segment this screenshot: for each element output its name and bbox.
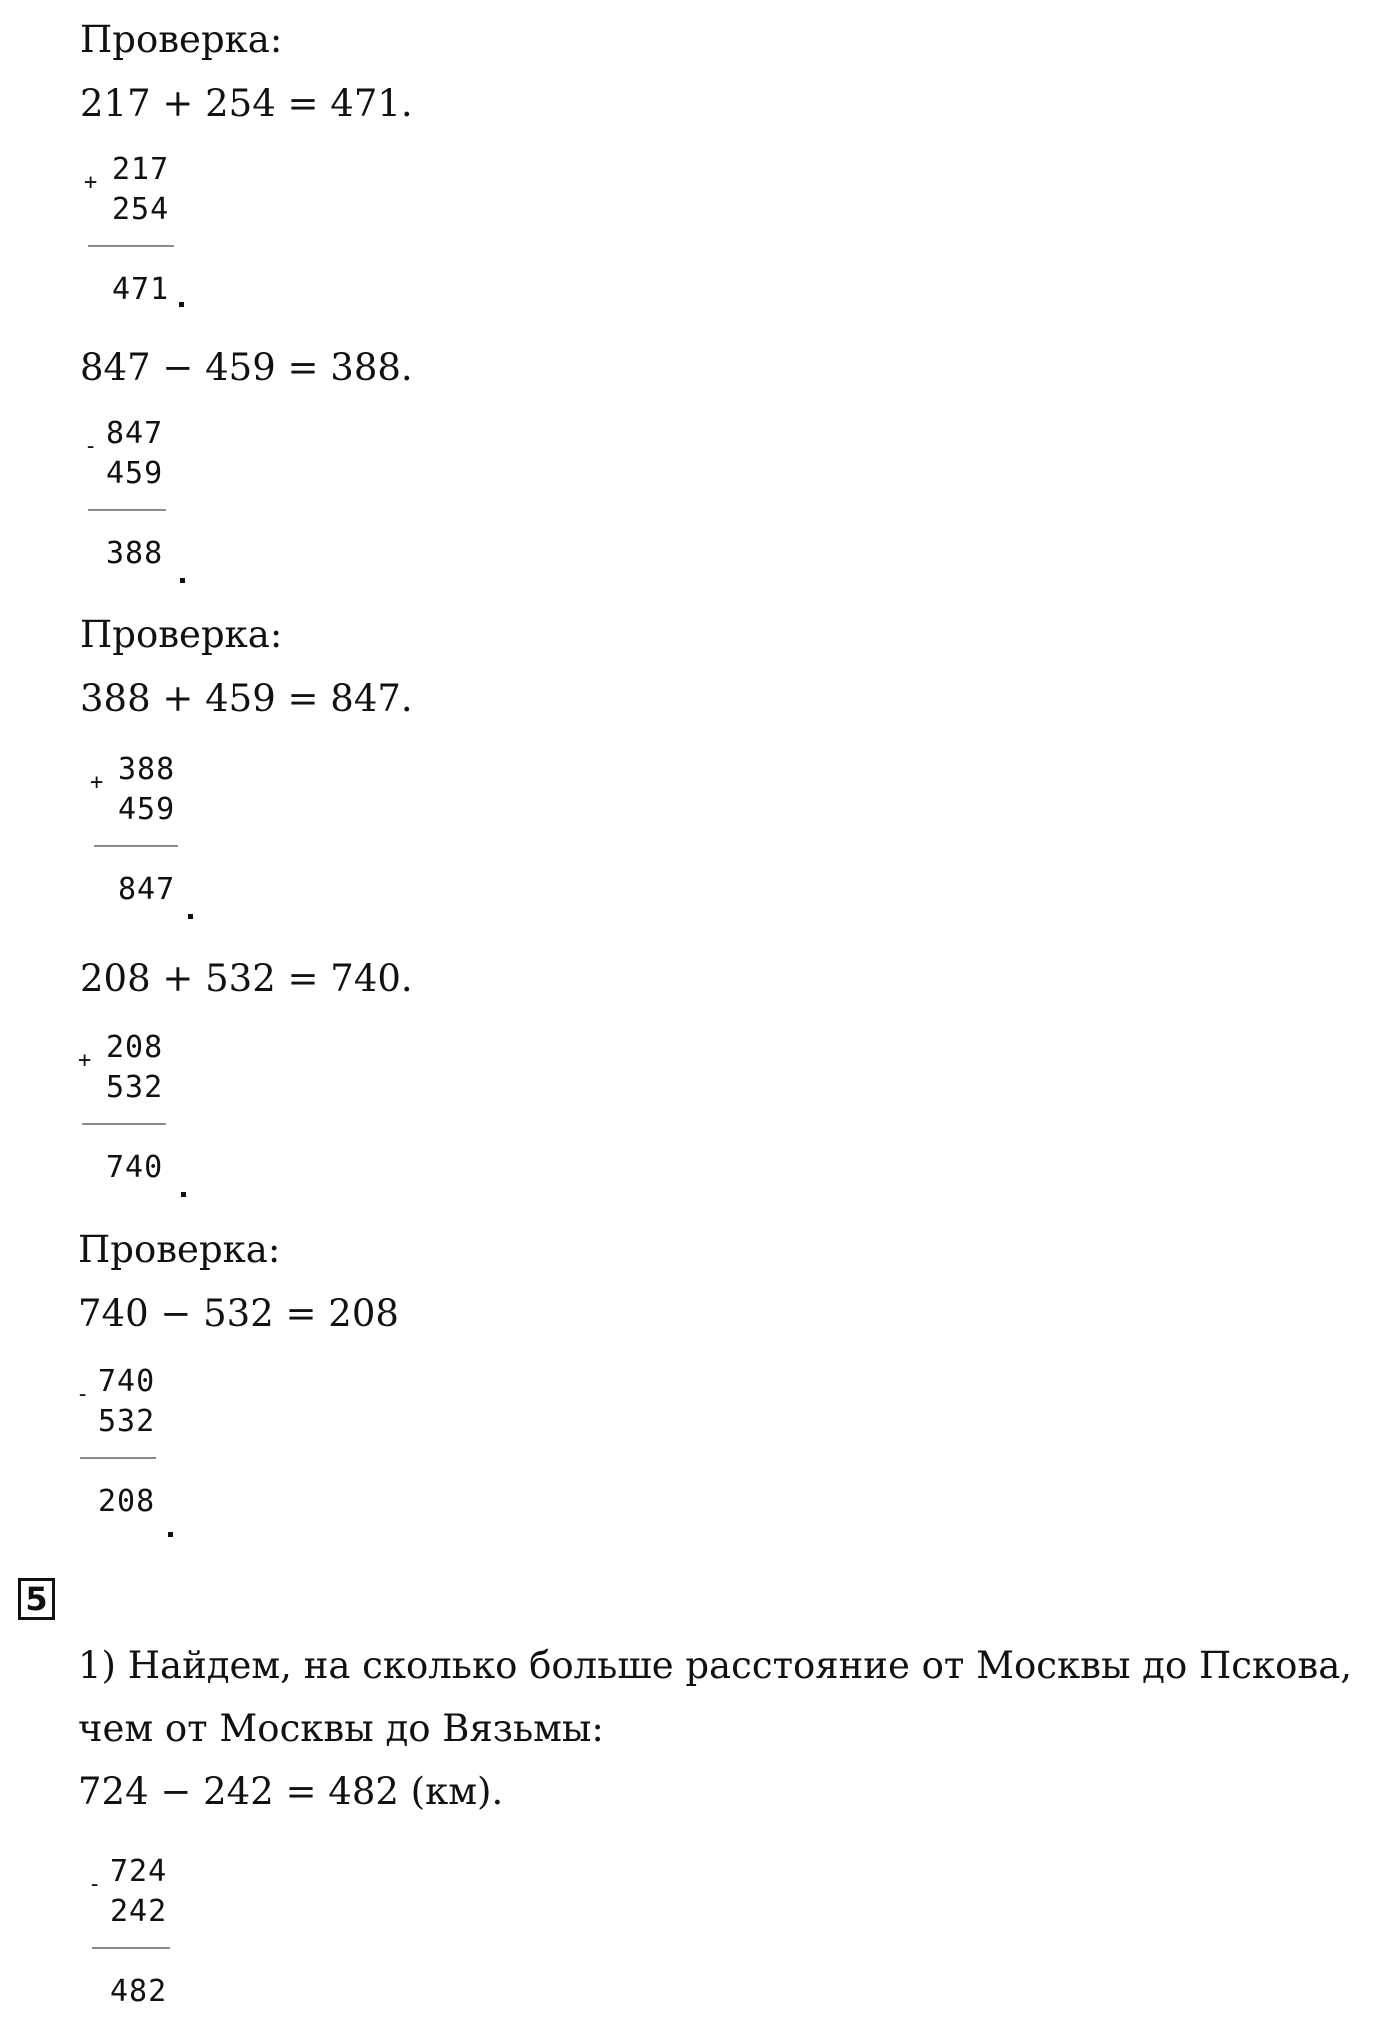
first-operand: 724 (110, 1854, 168, 1889)
second-operand: 242 (110, 1894, 168, 1929)
result: 740 (106, 1150, 164, 1185)
operator-sign: - (76, 1382, 90, 1407)
period-mark (179, 302, 184, 307)
sum-line (88, 509, 166, 511)
equation-3: 388 + 459 = 847. (80, 677, 413, 720)
sum-line (92, 1947, 170, 1949)
operator-sign: + (90, 770, 104, 795)
sum-line (80, 1457, 156, 1459)
operator-sign: + (84, 170, 98, 195)
column-calc (90, 752, 210, 922)
first-operand: 847 (106, 416, 164, 451)
equation-2: 847 − 459 = 388. (80, 346, 413, 389)
result: 388 (106, 536, 164, 571)
result: 208 (98, 1484, 156, 1519)
operator-sign: - (88, 1872, 102, 1897)
sum-line (88, 245, 174, 247)
column-calc (84, 416, 204, 586)
first-operand: 740 (98, 1364, 156, 1399)
period-mark (188, 914, 193, 919)
task-5-step-1-cont: чем от Москвы до Вязьмы: (78, 1707, 604, 1750)
second-operand: 532 (98, 1404, 156, 1439)
second-operand: 459 (106, 456, 164, 491)
result: 471 (112, 272, 170, 307)
check-heading-1: Проверка: (80, 18, 283, 61)
result: 847 (118, 872, 176, 907)
period-mark (181, 1192, 186, 1197)
first-operand: 208 (106, 1030, 164, 1065)
second-operand: 254 (112, 192, 170, 227)
check-heading-2: Проверка: (80, 613, 283, 656)
task-number-badge: 5 (18, 1578, 55, 1620)
task-5-step-1: 1) Найдем, на сколько больше расстояние от Москвы до Пскова, (78, 1644, 1353, 1687)
second-operand: 459 (118, 792, 176, 827)
equation-4: 208 + 532 = 740. (80, 957, 413, 1000)
equation-1: 217 + 254 = 471. (80, 82, 413, 125)
period-mark (180, 578, 185, 583)
column-calc (84, 152, 204, 322)
operator-sign: - (84, 434, 98, 459)
equation-6: 724 − 242 = 482 (км). (78, 1770, 504, 1813)
column-calc (88, 1854, 208, 2024)
first-operand: 217 (112, 152, 170, 187)
second-operand: 532 (106, 1070, 164, 1105)
first-operand: 388 (118, 752, 176, 787)
column-calc (76, 1364, 196, 1534)
operator-sign: + (78, 1048, 92, 1073)
result: 482 (110, 1974, 168, 2009)
column-calc (78, 1030, 198, 1200)
equation-5: 740 − 532 = 208 (78, 1292, 399, 1335)
period-mark (168, 1532, 173, 1537)
check-heading-3: Проверка: (78, 1228, 281, 1271)
sum-line (82, 1123, 166, 1125)
sum-line (94, 845, 178, 847)
